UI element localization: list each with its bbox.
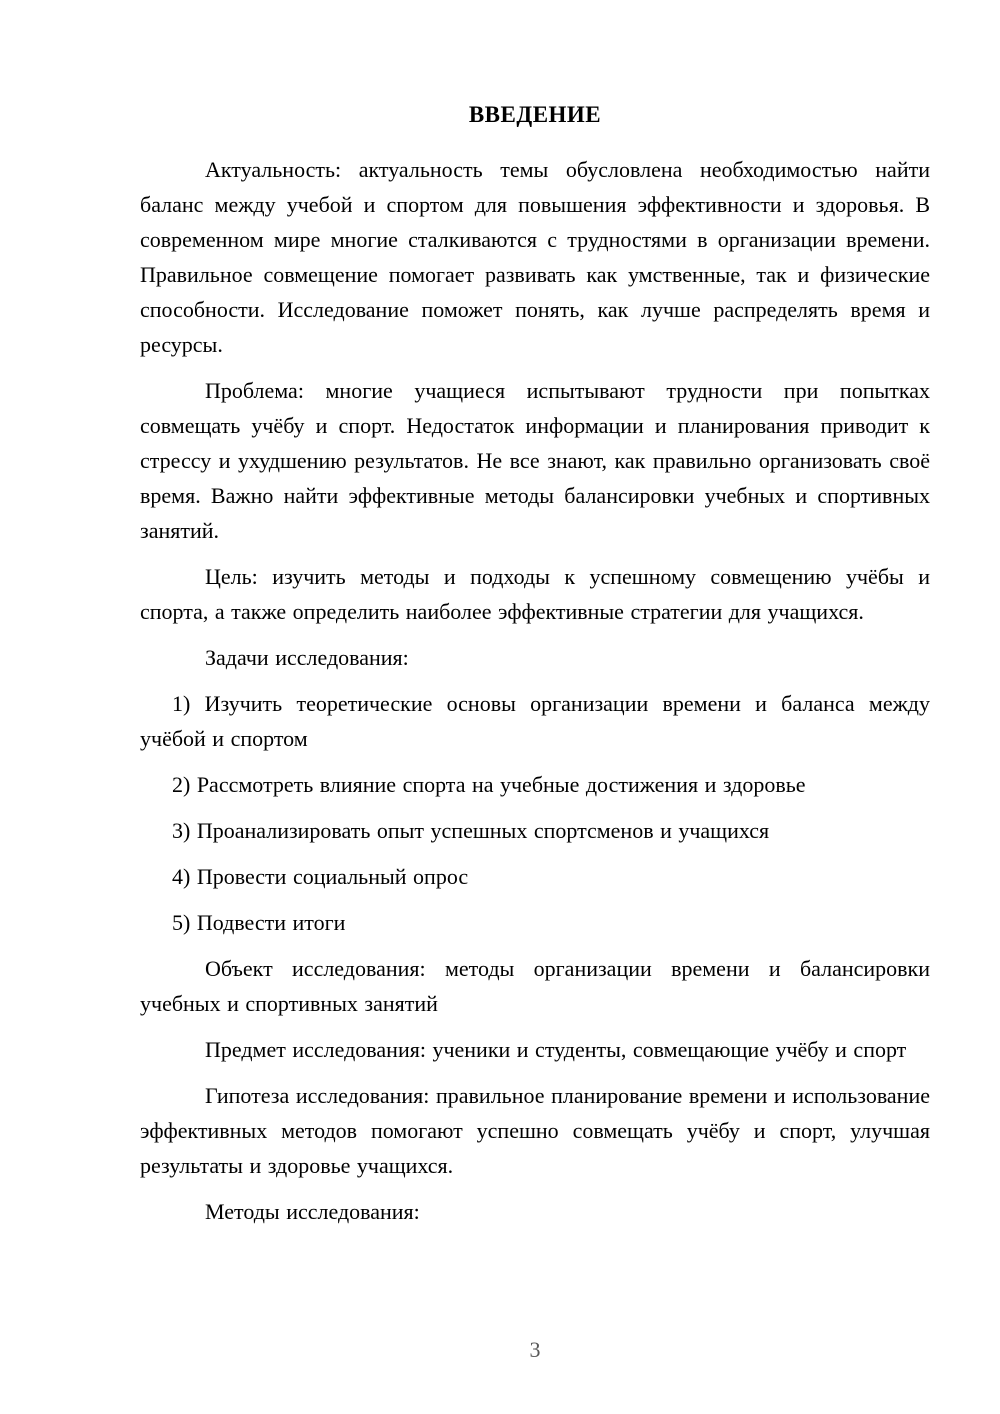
task-item-2: 2) Рассмотреть влияние спорта на учебные достижения и здоровье — [172, 772, 806, 797]
paragraph-subject: Предмет исследования: ученики и студенты, совмещающие учёбу и спорт — [205, 1037, 907, 1062]
section-title: ВВЕДЕНИЕ — [468, 102, 602, 127]
paragraph-problem: Проблема: многие учащиеся испытывают трудности при попытках совмещать учёбу и спорт. Недостаток информации и планирования приводит к стрессу и ухудшению результатов. Не все знают, как правильно организовать своё время. Важно найти эффективные методы балансировки учебных и спортивных занятий. — [140, 378, 930, 543]
task-item-3: 3) Проанализировать опыт успешных спортсменов и учащихся — [172, 818, 770, 843]
task-item-5: 5) Подвести итоги — [172, 910, 346, 935]
paragraph-goal: Цель: изучить методы и подходы к успешному совмещению учёбы и спорта, а также определить наиболее эффективные стратегии для учащихся. — [140, 564, 930, 624]
methods-heading: Методы исследования: — [205, 1199, 420, 1224]
page-number: 3 — [529, 1337, 541, 1362]
paragraph-relevance: Актуальность: актуальность темы обусловлена необходимостью найти баланс между учебой и спортом для повышения эффективности и здоровья. В современном мире многие сталкиваются с трудностями в организации времени. Правильное совмещение помогает развивать как умственные, так и физические способности. Исследование поможет понять, как лучше распределять время и ресурсы. — [140, 157, 930, 357]
task-item-1: 1) Изучить теоретические основы организации времени и баланса между учёбой и спортом — [140, 691, 930, 751]
paragraph-object: Объект исследования: методы организации времени и балансировки учебных и спортивных занятий — [140, 956, 930, 1016]
paragraph-hypothesis: Гипотеза исследования: правильное планирование времени и использование эффективных методов помогают успешно совмещать учёбу и спорт, улучшая результаты и здоровье учащихся. — [140, 1083, 930, 1178]
task-item-4: 4) Провести социальный опрос — [172, 864, 469, 889]
tasks-heading: Задачи исследования: — [205, 645, 409, 670]
